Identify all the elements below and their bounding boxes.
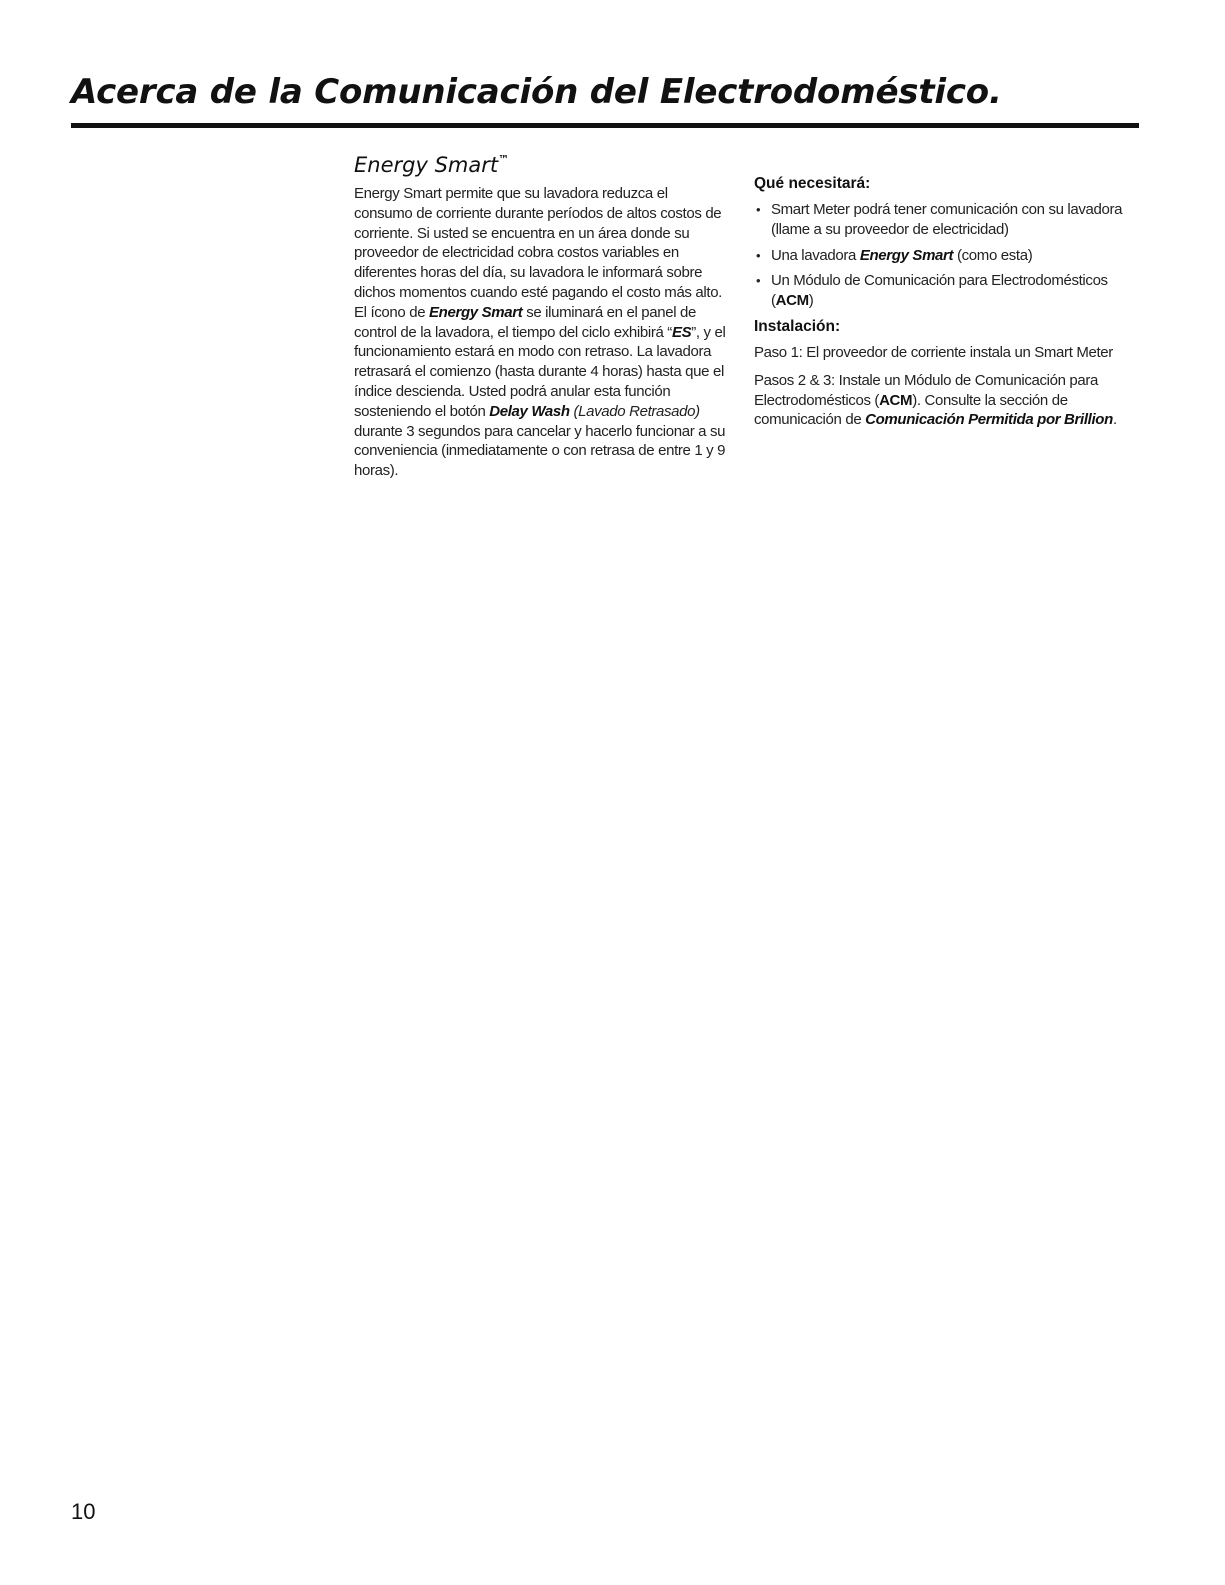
step-2-post: . [1112,411,1117,429]
requirements-section [754,174,1139,438]
acronym-acm: ACM [775,292,809,310]
description-part-3: ”, y el funcionamiento estará en modo con retraso. La lavadora retrasará el comienzo (hasta durante 4 horas) hasta que el índice descienda. Usted podrá anular esta función sosteniendo el botón [354,323,726,420]
bullet-icon: • [756,202,761,217]
emphasis-brillion: Comunicación Permitida por Brillion [865,411,1113,429]
step-2-mid: ). Consulte la sección de comunicación de [754,391,1068,429]
page-number: 10 [71,1499,96,1524]
needs-item-smart-meter: Smart Meter podrá tener comunicación con su lavadora (llame a su proveedor de electricidad) [771,201,1123,238]
acronym-acm: ACM [879,391,913,409]
page-title: Acerca de la Comunicación del Electrodoméstico. [71,72,1002,112]
step-2-pre: Pasos 2 & 3: Instale un Módulo de Comunicación para Electrodomésticos ( [754,371,1099,409]
needs-item-3-post: ) [808,292,814,310]
italic-lavado-retrasado: (Lavado Retrasado) [569,402,700,420]
bullet-icon: • [756,273,761,289]
needs-item-2-post: (como esta) [953,246,1033,264]
description-part-4: durante 3 segundos para cancelar y hacerlo funcionar a su conveniencia (inmediatamente o con retrasa de entre 1 y 9 horas). [354,422,726,480]
description-part-2: se iluminará en el panel de control de la lavadora, el tiempo del ciclo exhibirá “ [354,303,697,341]
emphasis-energy-smart: Energy Smart [859,246,954,264]
section-heading-text: Energy Smart [354,153,499,177]
list-item [754,271,1139,311]
heading-needs: Qué necesitará: [754,175,871,192]
emphasis-energy-smart: Energy Smart [429,303,523,321]
list-item [754,246,1139,266]
energy-smart-section [354,147,726,481]
trademark-mark: ™ [498,153,510,166]
emphasis-es: ES [671,323,692,341]
install-step-1: Paso 1: El proveedor de corriente instala un Smart Meter [754,343,1113,361]
list-item [754,200,1139,240]
title-rule [71,123,1139,128]
needs-item-3-pre: Un Módulo de Comunicación para Electrodomésticos ( [771,272,1108,310]
install-step-2-3 [754,371,1139,430]
needs-item-2-pre: Una lavadora [771,246,860,264]
needs-list [754,200,1139,311]
section-heading-energy-smart [354,147,726,178]
description-part-1: Energy Smart permite que su lavadora reduzca el consumo de corriente durante períodos de altos costos de corriente. Si usted se encuentra en un área donde su proveedor de electricidad cobra costos variables en diferentes horas del día, su lavadora le informará sobre dichos momentos cuando esté pagando el costo más alto. El ícono de [354,185,723,321]
bullet-icon: • [756,247,761,263]
energy-smart-description [354,184,726,481]
heading-installation: Instalación: [754,317,841,335]
emphasis-delay-wash: Delay Wash [489,402,570,420]
